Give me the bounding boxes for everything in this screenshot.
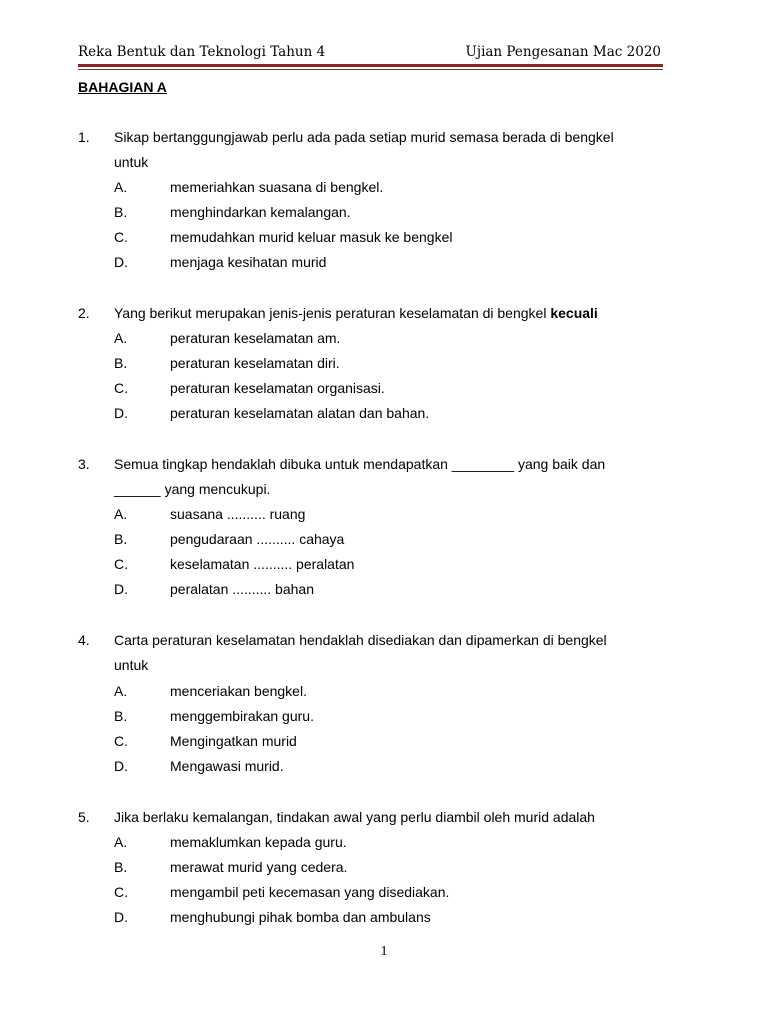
- option-letter: A.: [114, 179, 128, 195]
- option-letter: D.: [114, 581, 128, 597]
- question-number: 2.: [78, 305, 90, 321]
- option-text: peraturan keselamatan diri.: [170, 355, 340, 371]
- option-letter: C.: [114, 884, 128, 900]
- header-rule-thin: [78, 69, 663, 70]
- section-title: BAHAGIAN A: [78, 79, 167, 95]
- question-stem-line: untuk: [114, 154, 149, 170]
- question-stem-text: Yang berikut merupakan jenis-jenis peraturan keselamatan di bengkel: [114, 305, 551, 321]
- option-letter: A.: [114, 683, 128, 699]
- question-stem-line: Jika berlaku kemalangan, tindakan awal yang perlu diambil oleh murid adalah: [114, 809, 595, 825]
- option-letter: B.: [114, 708, 128, 724]
- option-text: suasana .......... ruang: [170, 506, 306, 522]
- option-letter: C.: [114, 556, 128, 572]
- option-text: peralatan .......... bahan: [170, 581, 314, 597]
- option-text: Mengawasi murid.: [170, 758, 284, 774]
- option-text: pengudaraan .......... cahaya: [170, 531, 345, 547]
- page-header: [78, 42, 661, 64]
- option-text: menghubungi pihak bomba dan ambulans: [170, 909, 431, 925]
- question-number: 4.: [78, 632, 90, 648]
- option-letter: B.: [114, 531, 128, 547]
- option-text: menjaga kesihatan murid: [170, 254, 327, 270]
- option-letter: B.: [114, 204, 128, 220]
- question-stem-line: ______ yang mencukupi.: [114, 481, 271, 497]
- question-number: 1.: [78, 129, 90, 145]
- option-letter: D.: [114, 909, 128, 925]
- question-number: 3.: [78, 456, 90, 472]
- page-number: 1: [380, 944, 388, 959]
- option-letter: B.: [114, 355, 128, 371]
- option-letter: A.: [114, 330, 128, 346]
- option-text: menceriakan bengkel.: [170, 683, 307, 699]
- question-stem-line: [114, 301, 598, 326]
- option-text: menghindarkan kemalangan.: [170, 204, 351, 220]
- option-text: peraturan keselamatan organisasi.: [170, 380, 385, 396]
- option-text: Mengingatkan murid: [170, 733, 297, 749]
- option-letter: B.: [114, 859, 128, 875]
- option-text: memaklumkan kepada guru.: [170, 834, 347, 850]
- option-letter: C.: [114, 733, 128, 749]
- option-text: memeriahkan suasana di bengkel.: [170, 179, 384, 195]
- question-stem-line: Sikap bertanggungjawab perlu ada pada setiap murid semasa berada di bengkel: [114, 129, 614, 145]
- header-subject: Reka Bentuk dan Teknologi Tahun 4: [78, 44, 326, 60]
- question-stem-line: Carta peraturan keselamatan hendaklah disediakan dan dipamerkan di bengkel: [114, 632, 607, 648]
- option-text: menggembirakan guru.: [170, 708, 314, 724]
- option-letter: A.: [114, 506, 128, 522]
- header-rule-thick: [78, 64, 663, 67]
- option-letter: D.: [114, 405, 128, 421]
- option-letter: D.: [114, 758, 128, 774]
- option-letter: D.: [114, 254, 128, 270]
- question-number: 5.: [78, 809, 90, 825]
- option-text: keselamatan .......... peralatan: [170, 556, 355, 572]
- option-text: merawat murid yang cedera.: [170, 859, 348, 875]
- option-text: mengambil peti kecemasan yang disediakan.: [170, 884, 450, 900]
- question-stem-line: untuk: [114, 657, 149, 673]
- option-text: peraturan keselamatan am.: [170, 330, 341, 346]
- option-letter: C.: [114, 229, 128, 245]
- question-stem-line: Semua tingkap hendaklah dibuka untuk mendapatkan ________ yang baik dan: [114, 456, 606, 472]
- option-letter: A.: [114, 834, 128, 850]
- option-text: peraturan keselamatan alatan dan bahan.: [170, 405, 430, 421]
- option-letter: C.: [114, 380, 128, 396]
- option-text: memudahkan murid keluar masuk ke bengkel: [170, 229, 453, 245]
- header-exam-title: Ujian Pengesanan Mac 2020: [465, 44, 661, 60]
- question-stem-emphasis: kecuali: [550, 305, 598, 321]
